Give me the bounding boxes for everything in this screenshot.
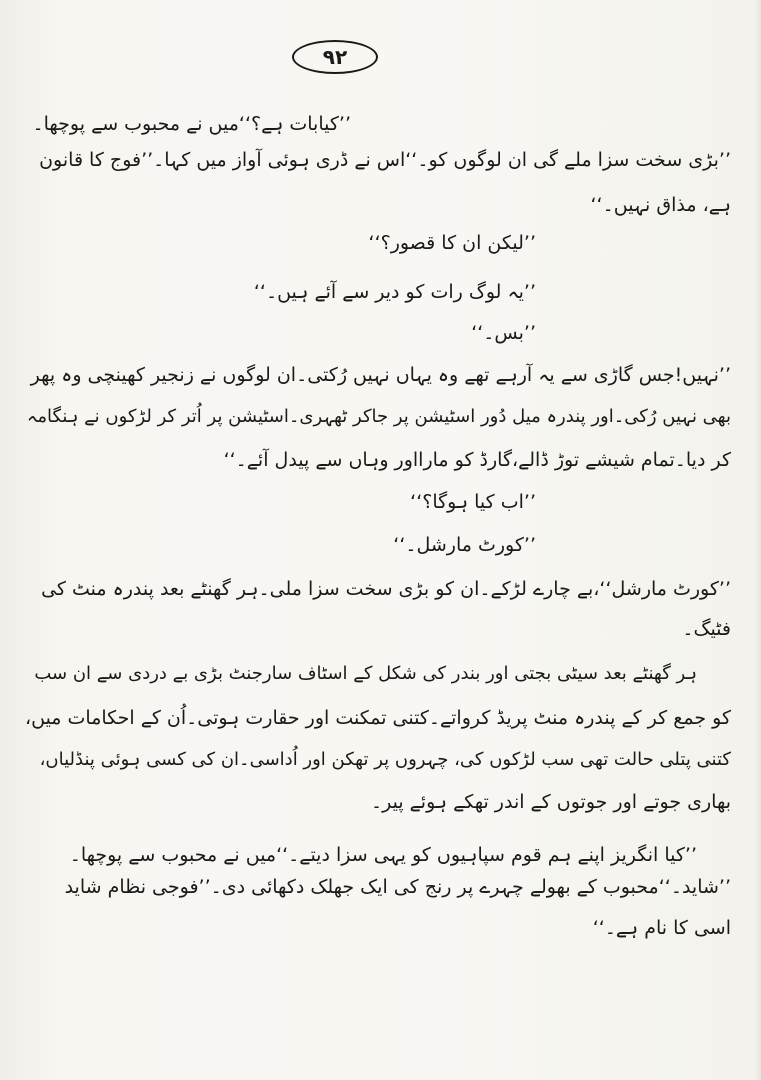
text-line: ’’لیکن ان کا قصور؟‘‘ (368, 232, 536, 254)
text-line: ’’شاید۔‘‘محبوب کے بھولے چہرے پر رنج کی ایک جھلک دکھائی دی۔’’فوجی نظام شاید (64, 876, 731, 898)
text-line: کتنی پتلی حالت تھی سب لڑکوں کی، چہروں پر تھکن اور اُداسی۔ان کی کسی ہوئی پنڈلیاں، (39, 749, 731, 770)
text-line: فٹیگ۔ (682, 618, 731, 640)
page-edge-shadow (755, 0, 761, 1080)
text-line: ’’بڑی سخت سزا ملے گی ان لوگوں کو۔‘‘اس نے ڈری ہوئی آواز میں کہا۔’’فوج کا قانون (39, 149, 731, 171)
text-line: ’’کورٹ مارشل۔‘‘ (393, 534, 536, 556)
text-line: بھاری جوتے اور جوتوں کے اندر تھکے ہوئے پیر۔ (371, 791, 731, 813)
page-number: ۹۲ (292, 40, 378, 74)
text-line: ’’نہیں!جس گاڑی سے یہ آرہے تھے وہ یہاں نہیں رُکتی۔ان لوگوں نے زنجیر کھینچی وہ پھر (30, 364, 731, 386)
text-line: ’’کیا انگریز اپنے ہم قوم سپاہیوں کو یہی سزا دیتے۔‘‘میں نے محبوب سے پوچھا۔ (69, 844, 697, 866)
text-line: ’’کورٹ مارشل‘‘،بے چارے لڑکے۔ان کو بڑی سخت سزا ملی۔ہر گھنٹے بعد پندرہ منٹ کی (41, 578, 731, 600)
text-line: ’’کیابات ہے؟‘‘میں نے محبوب سے پوچھا۔ (32, 113, 351, 135)
text-line: کر دیا۔تمام شیشے توڑ ڈالے،گارڈ کو مارااور وہاں سے پیدل آئے۔‘‘ (223, 449, 731, 471)
text-line: کو جمع کر کے پندرہ منٹ پریڈ کرواتے۔کتنی تمکنت اور حقارت ہوتی۔اُن کے احکامات میں، (24, 707, 731, 729)
text-line: ’’اب کیا ہوگا؟‘‘ (410, 491, 536, 513)
text-line: ہے، مذاق نہیں۔‘‘ (590, 194, 731, 216)
text-line: اسی کا نام ہے۔‘‘ (592, 917, 731, 939)
text-line: ’’بس۔‘‘ (471, 322, 536, 344)
text-line: ہر گھنٹے بعد سیٹی بجتی اور بندر کی شکل کے اسٹاف سارجنٹ بڑی بے دردی سے ان سب (34, 663, 697, 684)
text-line: ’’یہ لوگ رات کو دیر سے آئے ہیں۔‘‘ (253, 281, 536, 303)
text-line: بھی نہیں رُکی۔اور پندرہ میل دُور اسٹیشن پر جاکر ٹھہری۔اسٹیشن پر اُتر کر لڑکوں نے ہنگامہ (26, 406, 731, 427)
